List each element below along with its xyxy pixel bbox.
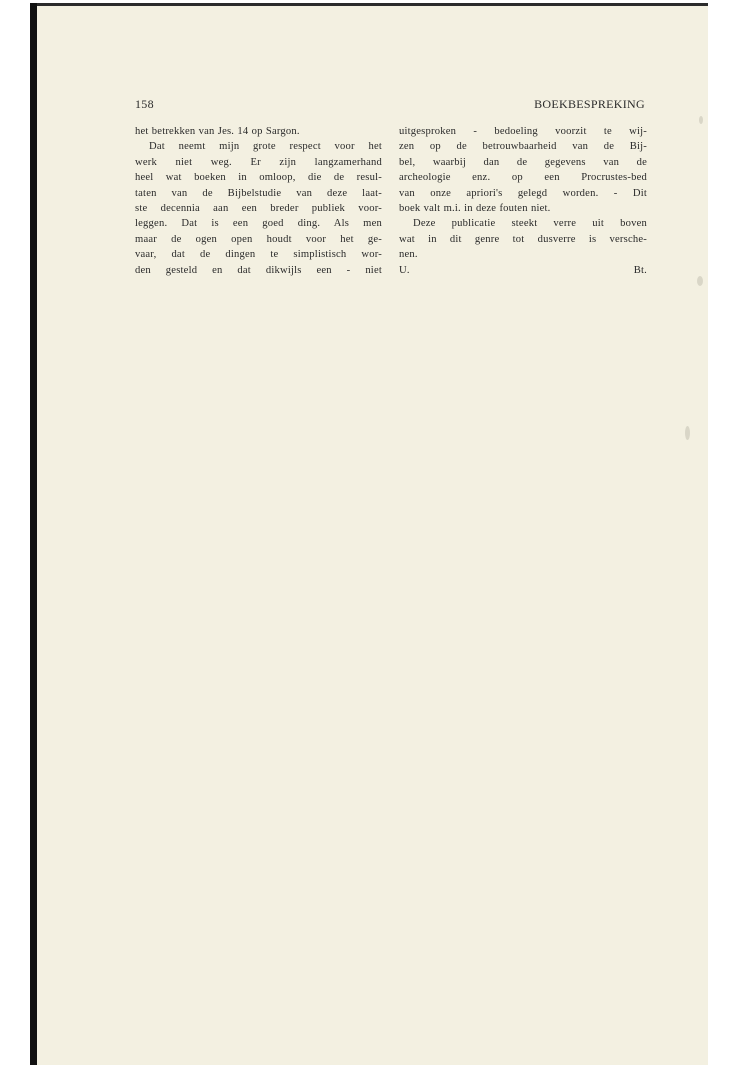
text-line: leggen. Dat is een goed ding. Als men	[135, 218, 382, 230]
text-line: bel, waarbij dan de gegevens van de	[399, 156, 647, 168]
text-line: heel wat boeken in omloop, die de resul-	[135, 172, 382, 184]
signature-initial: U.	[399, 264, 410, 276]
text-line: archeologie enz. op een Procrustes-bed	[399, 172, 647, 184]
page-number: 158	[135, 97, 154, 111]
text-line: taten van de Bijbelstudie van deze laat-	[135, 187, 382, 199]
page-header	[135, 97, 645, 113]
paper-speck	[685, 426, 690, 440]
text-column-left	[135, 124, 382, 278]
text-line: zen op de betrouwbaarheid van de Bij-	[399, 141, 647, 153]
text-line: van onze apriori's gelegd worden. - Dit	[399, 187, 647, 199]
text-line: boek valt m.i. in deze fouten niet.	[399, 202, 551, 214]
text-line: wat in dit genre tot dusverre is versche-	[399, 233, 647, 245]
text-line: maar de ogen open houdt voor het ge-	[135, 233, 382, 245]
text-line: nen.	[399, 249, 418, 261]
text-line: uitgesproken - bedoeling voorzit te wij-	[399, 126, 647, 137]
text-line: Deze publicatie steekt verre uit boven	[413, 218, 647, 230]
text-line: ste decennia aan een breder publiek voor-	[135, 202, 382, 214]
text-line: werk niet weg. Er zijn langzamerhand	[135, 156, 382, 168]
page-top-edge	[30, 3, 708, 6]
paper-speck	[697, 276, 703, 286]
paper-speck	[699, 116, 703, 124]
text-line: Dat neemt mijn grote respect voor het	[149, 141, 382, 153]
review-signature	[399, 263, 647, 278]
running-head: BOEKBESPREKING	[534, 97, 645, 111]
book-spine-shadow	[30, 3, 37, 1065]
text-line: het betrekken van Jes. 14 op Sargon.	[135, 126, 300, 137]
text-line: vaar, dat de dingen te simplistisch wor-	[135, 249, 382, 261]
signature-author: Bt.	[633, 264, 647, 276]
text-column-right	[399, 124, 647, 278]
text-line: den gesteld en dat dikwijls een - niet	[135, 264, 382, 276]
